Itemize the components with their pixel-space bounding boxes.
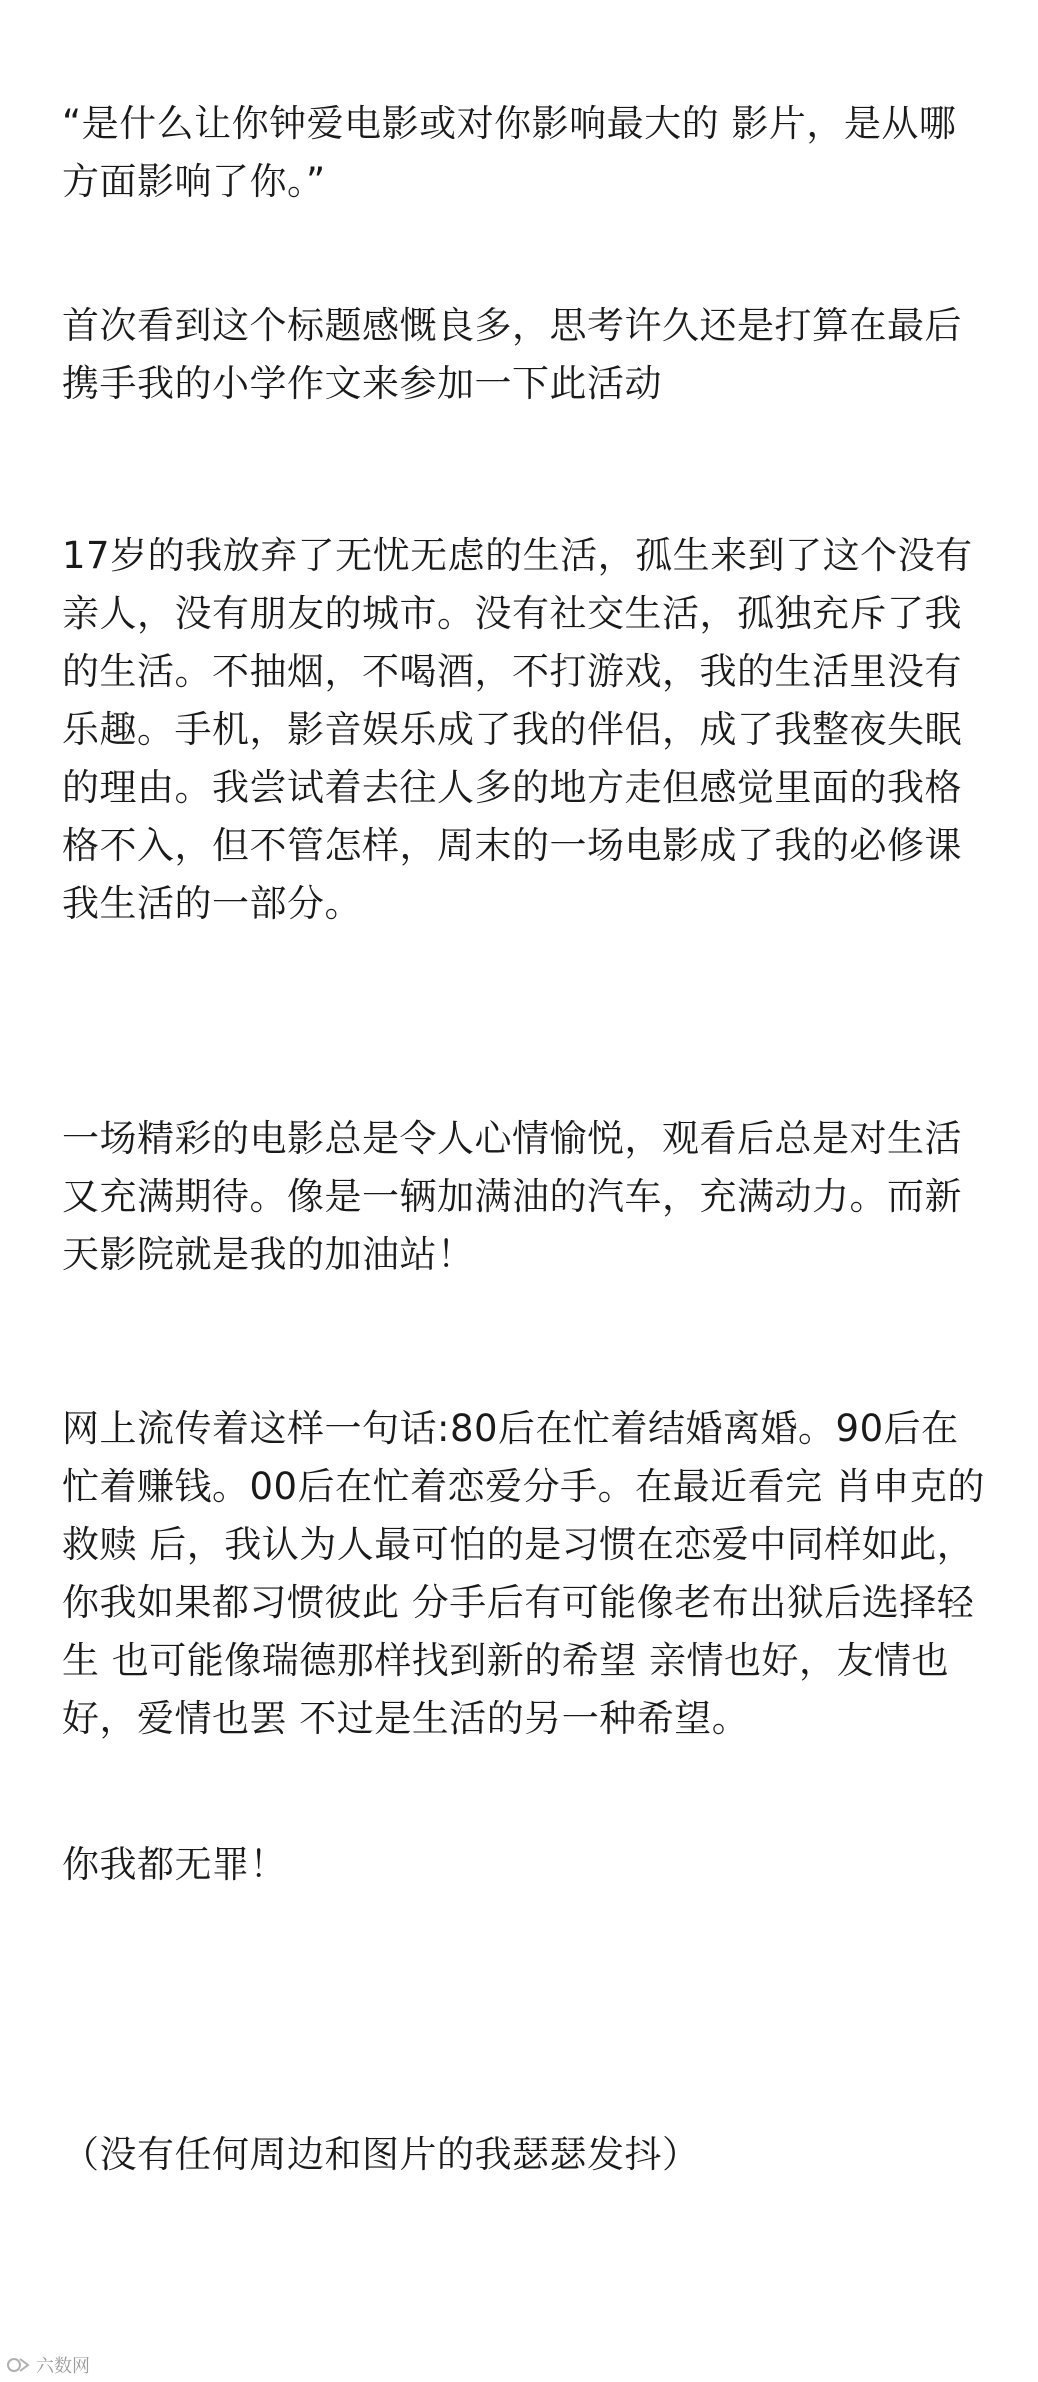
paragraph-note: （没有任何周边和图片的我瑟瑟发抖） bbox=[62, 2133, 700, 2176]
paragraph-life: 17岁的我放弃了无忧无虑的生活，孤生来到了这个没有亲人，没有朋友的城市。没有社交生活，孤独充斥了我的生活。不抽烟，不喝酒，不打游戏，我的生活里没有乐趣。手机，影音娱乐成了我的伴侣，成了我整夜失眠的理由。我尝试着去往人多的地方走但感觉里面的我格格不入，但不管怎样，周末的一场电影成了我的必修课我生活的一部分。 bbox=[62, 534, 973, 925]
paragraph-saying: 网上流传着这样一句话:80后在忙着结婚离婚。90后在忙着赚钱。00后在忙着恋爱分手。在最近看完 肖申克的救赎 后，我认为人最可怕的是习惯在恋爱中同样如此，你我如果都习惯彼此 分手后有可能像老布出狱后选择轻生 也可能像瑞德那样找到新的希望 亲情也好，友情也好，爱情也罢 不过是生活的另一种希望。 bbox=[62, 1407, 985, 1740]
paragraph-intro: 首次看到这个标题感慨良多，思考许久还是打算在最后携手我的小学作文来参加一下此活动 bbox=[62, 304, 962, 405]
paragraph-quote: “是什么让你钟爱电影或对你影响最大的 影片，是从哪方面影响了你。” bbox=[62, 102, 957, 203]
watermark bbox=[6, 2352, 90, 2378]
watermark-logo-icon bbox=[6, 2355, 32, 2375]
watermark-text: 六数网 bbox=[36, 2356, 90, 2377]
paragraph-movie: 一场精彩的电影总是令人心情愉悦，观看后总是对生活又充满期待。像是一辆加满油的汽车，充满动力。而新天影院就是我的加油站！ bbox=[62, 1117, 962, 1276]
paragraph-innocent: 你我都无罪！ bbox=[62, 1843, 287, 1886]
